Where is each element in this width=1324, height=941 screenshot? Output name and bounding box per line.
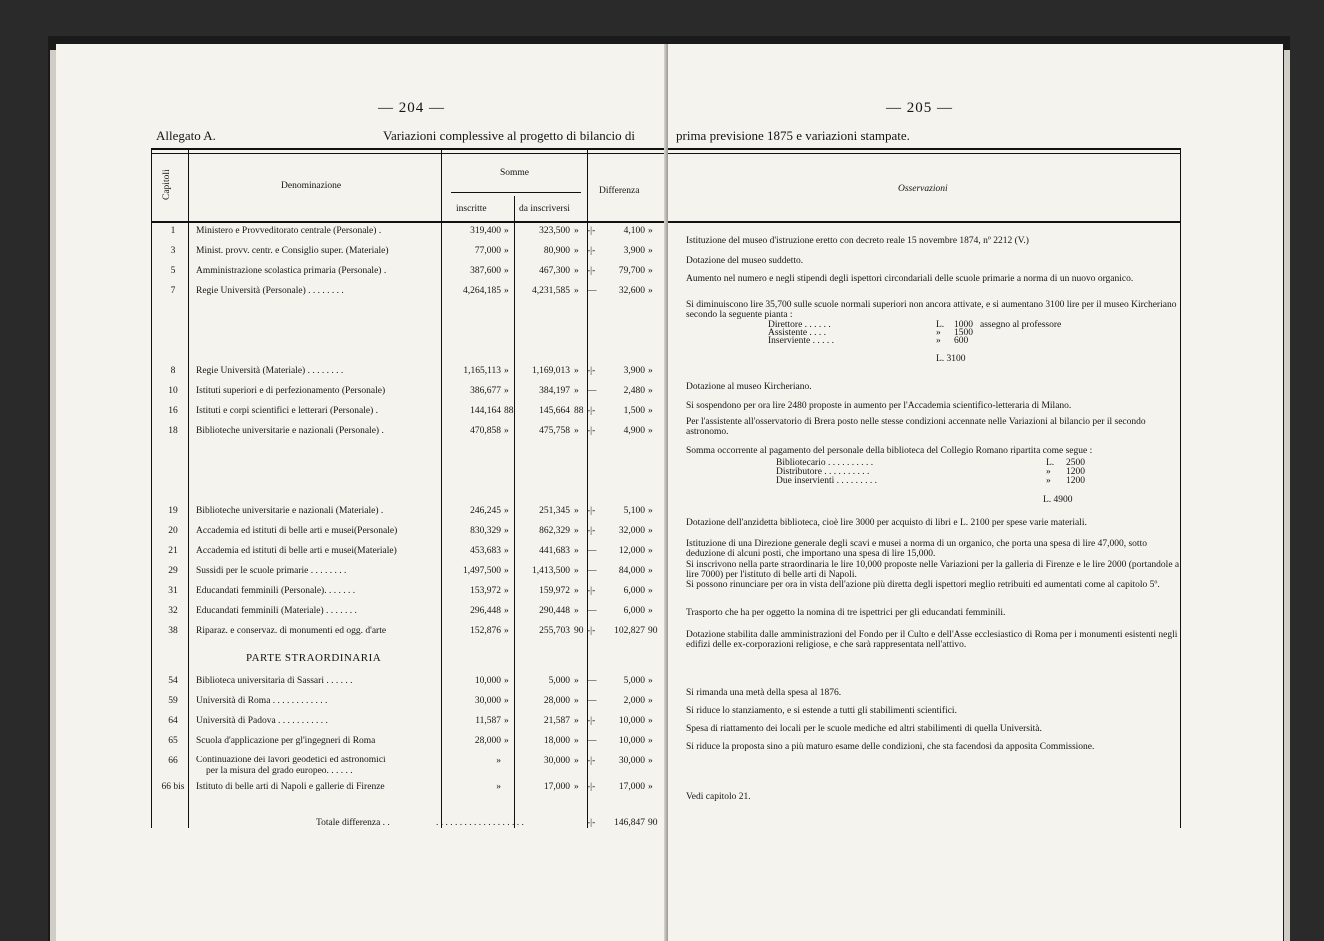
cell-dai: 1,413,500 [532,566,570,576]
cell-den: Istituti e corpi scientifici e letterari (Personale) . [196,406,379,416]
cell-dif-m: » [648,696,653,706]
table-row [56,406,668,424]
table-row [56,526,668,544]
cell-ins: 246,245 [470,506,501,516]
biblioteca-role: Distributore . . . . . . . . . . [776,467,870,477]
obs-2: Dotazione del museo suddetto. [686,256,804,266]
cell-cap: 18 [168,426,178,436]
cell-ins: 11,587 [475,716,501,726]
cell-ins-m: 88 [504,406,514,416]
cell-ins: 830,329 [470,526,501,536]
cell-dif: 1,500 [623,406,645,416]
biblioteca-l: » [1046,467,1051,477]
biblioteca-amt: 1200 [1066,476,1085,486]
totale-label: Totale differenza . . [316,818,390,828]
cell-ins: 319,400 [470,226,501,236]
cell-ins: 10,000 [474,676,501,686]
cell-ins-m: » [504,626,509,636]
pianta-amt: 1000 [954,320,973,330]
cell-den: Biblioteche universitarie e nazionali (Personale) . [196,426,384,436]
cell-ins: 296,448 [470,606,501,616]
right-page [668,44,1283,941]
cell-dai-m: » [574,366,579,376]
cell-sign: -|- [587,226,596,236]
obs-top-rule-2 [668,153,1180,154]
cell-dif: 79,700 [618,266,645,276]
obs-15: Si rimanda una metà della spesa al 1876. [686,688,842,698]
cell-dai: 21,587 [543,716,570,726]
cell-sign: -|- [587,406,596,416]
cell-dif: 17,000 [618,782,645,792]
cell-ins-m: » [504,366,509,376]
cell-sign: — [587,386,597,396]
cell-dif-m: » [648,266,653,276]
cell-ins-m: » [504,676,509,686]
header-da-inscriversi: da inscriversi [519,204,570,214]
obs-10: Istituzione di una Direzione generale degli scavi e musei a norma di un organico, che porta una spesa di lire 47,000, sotto deduzione di alcuni posti, che importano una spesa di lire 15,000. [686,539,1147,559]
table-row [56,716,668,734]
cell-den: Accademia ed istituti di belle arti e musei(Personale) [196,526,398,536]
cell-sign: -|- [587,756,596,766]
table-top-rule [151,148,668,150]
cell-ins: 77,000 [474,246,501,256]
cell-dif: 4,100 [623,226,645,236]
biblioteca-role: Bibliotecario . . . . . . . . . . [776,458,874,468]
cell-sign: -|- [587,266,596,276]
obs-17: Spesa di riattamento dei locali per le scuole mediche ed altri stabilimenti di quella Università. [686,724,1042,734]
cell-sign: — [587,736,597,746]
cell-dai-m: » [574,226,579,236]
cell-cap: 65 [168,736,178,746]
table-top-rule-2 [151,153,668,154]
cell-dai: 1,169,013 [532,366,570,376]
cell-dai: 323,500 [539,226,570,236]
cell-cap: 38 [168,626,178,636]
cell-ins-m: » [504,696,509,706]
obs-19: Vedi capitolo 21. [686,792,751,802]
totale-sign: -|- [587,818,596,828]
cell-dif: 10,000 [618,736,645,746]
cell-dif: 6,000 [623,586,645,596]
totale-value: 146,847 [614,818,645,828]
obs-12: Si possono rinunciare per ora in vista dell'azione più diretta degli ispettori meglio retribuiti ed aumentati come al capitolo 5º. [686,580,1160,590]
table-row [56,266,668,284]
cell-den: Biblioteche universitarie e nazionali (Materiale) . [196,506,384,516]
title-left: Variazioni complessive al progetto di bilancio di [383,128,635,143]
obs-13: Trasporto che ha per oggetto la nomina di tre ispettrici per gli educandati femminili. [686,608,1006,618]
pianta-role: Direttore . . . . . . [768,320,831,330]
cell-dif: 3,900 [623,246,645,256]
cell-sign: -|- [587,782,596,792]
header-differenza: Differenza [599,186,640,196]
pianta-total: L. 3100 [936,354,966,364]
cell-cap: 64 [168,716,178,726]
cell-dif-m: » [648,756,653,766]
totale-cents: 90 [648,818,658,828]
cell-dif: 5,100 [623,506,645,516]
cell-dai: 18,000 [543,736,570,746]
cell-ins: 144,164 [470,406,501,416]
cell-dif-m: » [648,426,653,436]
cell-cap: 29 [168,566,178,576]
cell-dif-m: » [648,586,653,596]
cell-cap: 20 [168,526,178,536]
cell-dai-m: » [574,586,579,596]
cell-cap: 16 [168,406,178,416]
cell-ins-m: » [504,546,509,556]
cell-sign: -|- [587,626,596,636]
cell-ins-m: » [504,586,509,596]
cell-den-continued: per la misura del grado europeo. . . . . . [206,766,353,776]
pianta-amt: 600 [954,336,969,346]
obs-7: Per l'assistente all'osservatorio di Brera posto nelle stesse condizioni accennate nelle Variazioni al bilancio per il secondo astronomo. [686,417,1146,437]
totale-row [56,818,668,836]
cell-dai-m: 88 [574,406,584,416]
cell-cap: 5 [170,266,176,276]
cell-dai-m: » [574,782,579,792]
cell-den: Amministrazione scolastica primaria (Personale) . [196,266,387,276]
cell-den: Educandati femminili (Personale). . . . . . . [196,586,356,596]
obs-18: Si riduce la proposta sino a più maturo esame delle condizioni, che sta facendosi da apposita Commissione. [686,742,1095,752]
obs-header-rule [668,221,1180,223]
cell-ins-m: » [504,716,509,726]
table-row [56,246,668,264]
table-row [56,366,668,384]
cell-dai-m: » [574,246,579,256]
cell-dif: 84,000 [618,566,645,576]
header-osservazioni: Osservazioni [898,184,948,194]
cell-dif: 10,000 [618,716,645,726]
cell-dai: 251,345 [539,506,570,516]
cell-cap: 7 [170,286,176,296]
pianta-amt: 1500 [954,328,973,338]
cell-dai: 17,000 [543,782,570,792]
cell-den: Istituti superiori e di perfezionamento (Personale) [196,386,386,396]
cell-dai: 467,300 [539,266,570,276]
cell-dif-m: » [648,676,653,686]
table-row [56,586,668,604]
cell-dai-m: » [574,606,579,616]
cell-dif: 2,480 [623,386,645,396]
cell-sign: — [587,566,597,576]
cell-ins-m: » [504,246,509,256]
page-number-205: — 205 — [886,100,953,116]
cell-cap: 3 [170,246,176,256]
biblioteca-amt: 1200 [1066,467,1085,477]
cell-dai-m: » [574,676,579,686]
cell-dif-m: » [648,406,653,416]
cell-ins: 470,858 [470,426,501,436]
cell-cap: 32 [168,606,178,616]
table-row [56,676,668,694]
cell-dai: 30,000 [543,756,570,766]
cell-dai: 4,231,585 [532,286,570,296]
cell-cap: 66 [168,756,178,766]
cell-den: Biblioteca universitaria di Sassari . . . . . . [196,676,353,686]
cell-dif-m: » [648,366,653,376]
cell-ins: 28,000 [474,736,501,746]
cell-dif: 2,000 [623,696,645,706]
table-row [56,626,668,644]
cell-den: Ministero e Provveditorato centrale (Personale) . [196,226,382,236]
cell-dif: 6,000 [623,606,645,616]
header-denominazione: Denominazione [281,181,342,191]
cell-dif-m: 90 [648,626,658,636]
cell-dif: 32,600 [618,286,645,296]
totale-dots: . . . . . . . . . . . . . . . . . . . [436,818,524,828]
obs-4: Si diminuiscono lire 35,700 sulle scuole normali superiori non ancora attivate, e si aumentano 3100 lire per il museo Kircheriano secondo la seguente pianta : [686,300,1177,320]
table-row [56,286,668,304]
cell-cap: 54 [168,676,178,686]
allegato-label: Allegato A. [156,128,216,143]
table-row [56,506,668,524]
cell-den: Scuola d'applicazione per gl'ingegneri di Roma [196,736,376,746]
cell-sign: -|- [587,526,596,536]
cell-dif-m: » [648,716,653,726]
table-row [56,606,668,624]
left-page [56,44,668,941]
cell-dif: 102,827 [614,626,645,636]
cell-den: Università di Padova . . . . . . . . . . . [196,716,328,726]
title-right: prima previsione 1875 e variazioni stampate. [676,128,910,143]
cell-dif-m: » [648,736,653,746]
obs-9: Dotazione dell'anzidetta biblioteca, cioè lire 3000 per acquisto di libri e L. 2100 per spese varie materiali. [686,518,1087,528]
cell-dai: 5,000 [548,676,570,686]
cell-den: Regie Università (Materiale) . . . . . . . . [196,366,344,376]
cell-sign: — [587,676,597,686]
cell-sign: — [587,286,597,296]
biblioteca-amt: 2500 [1066,458,1085,468]
cell-den: Università di Roma . . . . . . . . . . . . [196,696,328,706]
cell-dai: 145,664 [539,406,570,416]
cell-den: Riparaz. e conservaz. di monumenti ed ogg. d'arte [196,626,387,636]
cell-dai-m: » [574,546,579,556]
cell-ins-m: » [504,386,509,396]
table-row [56,546,668,564]
cell-ins-m: » [504,226,509,236]
cell-dif: 30,000 [618,756,645,766]
cell-dif: 4,900 [623,426,645,436]
cell-sign: -|- [587,716,596,726]
cell-dif-m: » [648,386,653,396]
cell-dif-m: » [648,782,653,792]
cell-den: Istituto di belle arti di Napoli e gallerie di Firenze [196,782,385,792]
cell-dif-m: » [648,226,653,236]
pianta-l: » [936,336,941,346]
cell-dif-m: » [648,506,653,516]
table-row [56,226,668,244]
cell-cap: 21 [168,546,178,556]
cell-ins: 4,264,185 [463,286,501,296]
obs-14: Dotazione stabilita dalle amministrazioni del Fondo per il Culto e dell'Asse ecclesiastico di Roma per i monumenti esistenti negli edifizi delle ex-corporazioni religiose, e che sarà rappresentata nell'attivo. [686,630,1178,650]
cell-dai-m: » [574,696,579,706]
cell-ins-m: » [504,566,509,576]
cell-dif-m: » [648,286,653,296]
pianta-role: Assistente . . . . [768,328,827,338]
table-row [56,696,668,714]
cell-den: Continuazione dei lavori geodetici ed astronomici [196,756,386,765]
cell-dai: 441,683 [539,546,570,556]
cell-dai-m: » [574,286,579,296]
cell-ins: » [496,756,501,766]
biblioteca-l: L. [1046,458,1055,468]
pianta-note: assegno al professore [980,320,1062,330]
cell-cap: 8 [170,366,176,376]
obs-3: Aumento nel numero e negli stipendi degli ispettori circondariali delle scuole primarie a norma di un nuovo organico. [686,274,1134,284]
cell-dai-m: » [574,426,579,436]
cell-dai: 862,329 [539,526,570,536]
obs-8: Somma occorrente al pagamento del personale della biblioteca del Collegio Romano ripartita come segue : [686,446,1093,456]
cell-dai: 475,758 [539,426,570,436]
cell-dai: 159,972 [539,586,570,596]
cell-dai-m: » [574,506,579,516]
cell-ins-m: » [504,286,509,296]
cell-ins: 386,677 [470,386,501,396]
table-row [56,782,668,800]
cell-ins: 453,683 [470,546,501,556]
pianta-l: » [936,328,941,338]
cell-sign: — [587,696,597,706]
cell-ins: 30,000 [474,696,501,706]
cell-dif-m: » [648,566,653,576]
cell-dif: 3,900 [623,366,645,376]
cell-dai: 28,000 [543,696,570,706]
obs-1: Istituzione del museo d'istruzione eretto con decreto reale 15 novembre 1874, nº 2212 (V.) [686,236,1029,246]
cell-ins: 1,497,500 [463,566,501,576]
obs-16: Si riduce lo stanziamento, e si estende a tutti gli stabilimenti scientifici. [686,706,957,716]
biblioteca-total: L. 4900 [1043,495,1073,505]
cell-sign: -|- [587,586,596,596]
cell-sign: — [587,546,597,556]
cell-dif: 12,000 [618,546,645,556]
cell-dif-m: » [648,246,653,256]
cell-ins: 152,876 [470,626,501,636]
cell-cap: 59 [168,696,178,706]
cell-sign: -|- [587,506,596,516]
cell-dif-m: » [648,546,653,556]
cell-dai: 80,900 [543,246,570,256]
page-edge-right [1284,50,1290,941]
cell-ins-m: » [504,266,509,276]
cell-sign: — [587,606,597,616]
cell-cap: 10 [168,386,178,396]
cell-cap: 66 bis [161,782,185,792]
cell-cap: 31 [168,586,178,596]
pianta-role: Inserviente . . . . . [768,336,834,346]
somme-brace [451,192,581,193]
cell-dai: 255,703 [539,626,570,636]
cell-den: Regie Università (Personale) . . . . . . . . [196,286,344,296]
table-row [56,566,668,584]
obs-6: Si sospendono per ora lire 2480 proposte in aumento per l'Accademia scientifico-letteraria di Milano. [686,401,1072,411]
cell-ins-m: » [504,506,509,516]
cell-ins: 387,600 [470,266,501,276]
cell-ins: 153,972 [470,586,501,596]
header-somme: Somme [500,168,530,178]
cell-ins-m: » [504,426,509,436]
cell-dai-m: 90 [574,626,584,636]
cell-cap: 19 [168,506,178,516]
cell-dai-m: » [574,386,579,396]
cell-den: Sussidi per le scuole primarie . . . . . . . . [196,566,347,576]
cell-dif-m: » [648,526,653,536]
biblioteca-l: » [1046,476,1051,486]
table-row [56,736,668,754]
cell-sign: -|- [587,246,596,256]
cell-den: Educandati femminili (Materiale) . . . . . . . [196,606,357,616]
table-row [56,426,668,444]
section-parte-straordinaria: PARTE STRAORDINARIA [246,652,382,664]
biblioteca-role: Due inservienti . . . . . . . . . [776,476,878,486]
cell-sign: -|- [587,426,596,436]
cell-ins-m: » [504,606,509,616]
cell-dai-m: » [574,526,579,536]
pianta-l: L. [936,320,945,330]
cell-den: Minist. provv. centr. e Consiglio super. (Materiale) [196,246,389,256]
cell-ins-m: » [504,526,509,536]
cell-dai-m: » [574,566,579,576]
cell-dai-m: » [574,756,579,766]
table-row [56,386,668,404]
header-capitoli: Capitoli [162,169,172,200]
obs-5: Dotazione al museo Kircheriano. [686,382,812,392]
cell-dif: 5,000 [623,676,645,686]
cell-ins: » [496,782,501,792]
cell-dif-m: » [648,606,653,616]
cell-den: Accademia ed istituti di belle arti e musei(Materiale) [196,546,397,556]
cell-sign: -|- [587,366,596,376]
table-header-rule [151,221,668,223]
page-number-204: — 204 — [378,100,445,116]
cell-dai: 384,197 [539,386,570,396]
cell-dai-m: » [574,266,579,276]
cell-cap: 1 [170,226,176,236]
cell-dai: 290,448 [539,606,570,616]
obs-top-rule [668,148,1180,150]
cell-dai-m: » [574,736,579,746]
cell-dif: 32,000 [618,526,645,536]
header-inscritte: inscritte [456,204,487,214]
table-row [56,756,668,774]
cell-dai-m: » [574,716,579,726]
obs-11: Si inscrivono nella parte straordinaria le lire 10,000 proposte nelle Variazioni per la galleria di Firenze e le lire 2000 (portandole a lire 7000) per l'istituto di belle arti di Napoli. [686,560,1180,580]
cell-ins: 1,165,113 [463,366,501,376]
cell-ins-m: » [504,736,509,746]
